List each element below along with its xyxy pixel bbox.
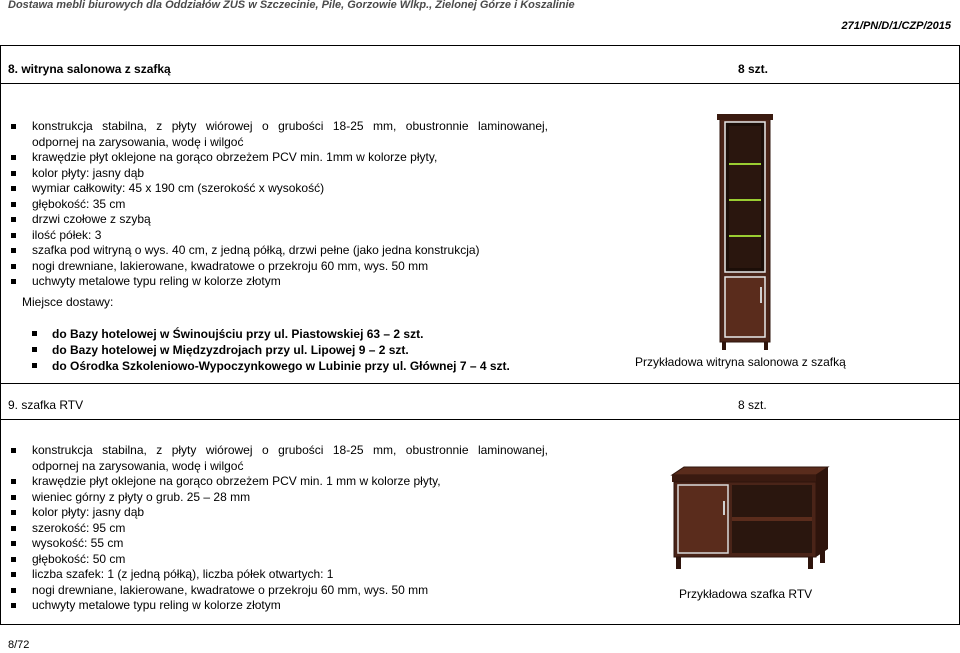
table-rule-item9-header — [0, 419, 960, 420]
item9-title: 9. szafka RTV — [8, 398, 84, 412]
list-item: kolor płyty: jasny dąb — [8, 505, 548, 521]
bullet-icon — [32, 347, 37, 352]
list-item: kolor płyty: jasny dąb — [8, 166, 548, 182]
table-rule-item8-header — [0, 83, 960, 84]
list-item: uchwyty metalowe typu reling w kolorze złotym — [8, 274, 548, 290]
list-item: wieniec górny z płyty o grub. 25 – 28 mm — [8, 490, 548, 506]
table-rule-top — [0, 45, 960, 46]
item9-spec-list — [8, 443, 548, 614]
table-rule-item8-bottom — [0, 383, 960, 384]
list-item: szerokość: 95 cm — [8, 521, 548, 537]
bullet-icon — [11, 124, 16, 129]
bullet-icon — [11, 510, 16, 515]
bullet-icon — [11, 233, 16, 238]
bullet-icon — [32, 331, 37, 336]
list-item: konstrukcja stabilna, z płyty wiórowej o grubości 18-25 mm, obustronnie laminowanej, — [8, 119, 548, 135]
list-item: do Ośrodka Szkoleniowo-Wypoczynkowego w Lubinie przy ul. Głównej 7 – 4 szt. — [29, 358, 510, 374]
item8-quantity: 8 szt. — [738, 62, 769, 76]
list-item: odpornej na zarysowania, wodę i wilgoć — [32, 134, 244, 149]
bullet-icon — [11, 526, 16, 531]
list-item: głębokość: 35 cm — [8, 197, 548, 213]
bullet-icon — [11, 572, 16, 577]
list-item: uchwyty metalowe typu reling w kolorze złotym — [8, 598, 548, 614]
item8-title: 8. witryna salonowa z szafką — [8, 62, 171, 76]
list-item: liczba szafek: 1 (z jedną półką), liczba półek otwartych: 1 — [8, 567, 548, 583]
bullet-icon — [11, 264, 16, 269]
bullet-icon — [11, 479, 16, 484]
item8-image-caption: Przykładowa witryna salonowa z szafką — [635, 355, 846, 369]
bullet-icon — [11, 541, 16, 546]
document-header-title: Dostawa mebli biurowych dla Oddziałów ZUS w Szczecinie, Pile, Gorzowie Wlkp., Zielonej Górze i Koszalinie — [8, 0, 575, 11]
bullet-icon — [32, 363, 37, 368]
bullet-icon — [11, 186, 16, 191]
list-item: głębokość: 50 cm — [8, 552, 548, 568]
list-item: konstrukcja stabilna, z płyty wiórowej o grubości 18-25 mm, obustronnie laminowanej, — [8, 443, 548, 459]
bullet-icon — [11, 248, 16, 253]
item8-spec-list — [8, 119, 548, 290]
list-item: odpornej na zarysowania, wodę i wilgoć — [32, 458, 244, 473]
bullet-icon — [11, 279, 16, 284]
list-item: drzwi czołowe z szybą — [8, 212, 548, 228]
page-number: 8/72 — [8, 639, 30, 651]
list-item: wysokość: 55 cm — [8, 536, 548, 552]
item9-quantity: 8 szt. — [738, 398, 767, 412]
bullet-icon — [11, 155, 16, 160]
list-item: wymiar całkowity: 45 x 190 cm (szerokość x wysokość) — [8, 181, 548, 197]
destination-heading: Miejsce dostawy: — [22, 295, 114, 309]
destination-list — [29, 326, 510, 374]
list-item: ilość półek: 3 — [8, 228, 548, 244]
list-item: do Bazy hotelowej w Świnoujściu przy ul. Piastowskiej 63 – 2 szt. — [29, 326, 510, 342]
display-cabinet-image — [712, 112, 777, 352]
list-item: szafka pod witryną o wys. 40 cm, z jedną półką, drzwi pełne (jako jedna konstrukcja) — [8, 243, 548, 259]
document-reference-number: 271/PN/D/1/CZP/2015 — [841, 20, 951, 32]
item9-image-caption: Przykładowa szafka RTV — [679, 587, 813, 601]
list-item: do Bazy hotelowej w Międzyzdrojach przy ul. Lipowej 9 – 2 szt. — [29, 342, 510, 358]
list-item: krawędzie płyt oklejone na gorąco obrzeżem PCV min. 1 mm w kolorze płyty, — [8, 474, 548, 490]
bullet-icon — [11, 217, 16, 222]
list-item: nogi drewniane, lakierowane, kwadratowe o przekroju 60 mm, wys. 50 mm — [8, 583, 548, 599]
bullet-icon — [11, 603, 16, 608]
table-border-left — [0, 45, 1, 624]
list-item: krawędzie płyt oklejone na gorąco obrzeżem PCV min. 1mm w kolorze płyty, — [8, 150, 548, 166]
bullet-icon — [11, 495, 16, 500]
bullet-icon — [11, 448, 16, 453]
tv-cabinet-image — [668, 465, 833, 575]
bullet-icon — [11, 588, 16, 593]
bullet-icon — [11, 202, 16, 207]
list-item: nogi drewniane, lakierowane, kwadratowe o przekroju 60 mm, wys. 50 mm — [8, 259, 548, 275]
bullet-icon — [11, 171, 16, 176]
table-rule-bottom — [0, 624, 960, 625]
bullet-icon — [11, 557, 16, 562]
